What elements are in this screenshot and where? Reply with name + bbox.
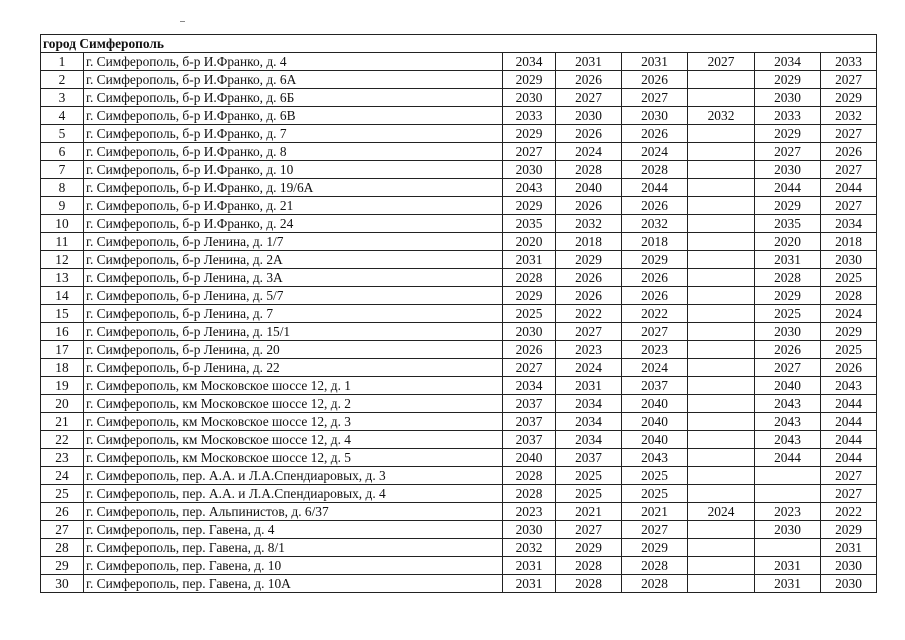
year-cell: 2025 bbox=[755, 305, 821, 323]
year-cell: 2031 bbox=[503, 251, 556, 269]
table-row bbox=[41, 341, 877, 359]
row-number: 6 bbox=[41, 143, 84, 161]
year-cell: 2030 bbox=[503, 521, 556, 539]
row-number: 3 bbox=[41, 89, 84, 107]
year-cell: 2026 bbox=[556, 269, 622, 287]
year-cell: 2026 bbox=[755, 341, 821, 359]
year-cell: 2027 bbox=[755, 359, 821, 377]
year-cell bbox=[688, 305, 755, 323]
year-cell: 2026 bbox=[821, 359, 877, 377]
row-number: 17 bbox=[41, 341, 84, 359]
year-cell: 2029 bbox=[821, 89, 877, 107]
year-cell: 2035 bbox=[503, 215, 556, 233]
year-cell: 2032 bbox=[503, 539, 556, 557]
year-cell: 2029 bbox=[556, 539, 622, 557]
year-cell: 2027 bbox=[821, 71, 877, 89]
year-cell: 2044 bbox=[821, 179, 877, 197]
year-cell: 2033 bbox=[821, 53, 877, 71]
address-cell: г. Симферополь, б-р Ленина, д. 3А bbox=[84, 269, 503, 287]
year-cell: 2025 bbox=[821, 269, 877, 287]
address-cell: г. Симферополь, пер. Альпинистов, д. 6/37 bbox=[84, 503, 503, 521]
table-row bbox=[41, 71, 877, 89]
address-cell: г. Симферополь, б-р И.Франко, д. 21 bbox=[84, 197, 503, 215]
year-cell: 2035 bbox=[755, 215, 821, 233]
year-cell: 2022 bbox=[556, 305, 622, 323]
year-cell: 2040 bbox=[622, 413, 688, 431]
year-cell bbox=[688, 341, 755, 359]
year-cell: 2027 bbox=[622, 323, 688, 341]
row-number: 21 bbox=[41, 413, 84, 431]
address-cell: г. Симферополь, б-р Ленина, д. 2А bbox=[84, 251, 503, 269]
address-cell: г. Симферополь, пер. Гавена, д. 8/1 bbox=[84, 539, 503, 557]
year-cell: 2040 bbox=[755, 377, 821, 395]
row-number: 14 bbox=[41, 287, 84, 305]
year-cell: 2030 bbox=[821, 557, 877, 575]
year-cell: 2024 bbox=[556, 359, 622, 377]
table-body bbox=[41, 35, 877, 593]
table-row bbox=[41, 143, 877, 161]
year-cell: 2030 bbox=[556, 107, 622, 125]
year-cell: 2022 bbox=[821, 503, 877, 521]
year-cell: 2026 bbox=[821, 143, 877, 161]
address-cell: г. Симферополь, б-р И.Франко, д. 8 bbox=[84, 143, 503, 161]
year-cell bbox=[688, 377, 755, 395]
year-cell: 2027 bbox=[503, 359, 556, 377]
table-row bbox=[41, 521, 877, 539]
year-cell: 2027 bbox=[821, 467, 877, 485]
year-cell: 2030 bbox=[503, 323, 556, 341]
year-cell: 2043 bbox=[622, 449, 688, 467]
address-cell: г. Симферополь, пер. Гавена, д. 10А bbox=[84, 575, 503, 593]
year-cell: 2037 bbox=[556, 449, 622, 467]
table-row bbox=[41, 269, 877, 287]
year-cell: 2027 bbox=[688, 53, 755, 71]
year-cell: 2034 bbox=[821, 215, 877, 233]
year-cell: 2033 bbox=[755, 107, 821, 125]
year-cell: 2029 bbox=[503, 287, 556, 305]
year-cell: 2028 bbox=[622, 575, 688, 593]
year-cell: 2043 bbox=[755, 395, 821, 413]
year-cell: 2043 bbox=[755, 413, 821, 431]
year-cell: 2029 bbox=[755, 125, 821, 143]
year-cell: 2030 bbox=[821, 251, 877, 269]
year-cell: 2027 bbox=[821, 197, 877, 215]
year-cell: 2032 bbox=[556, 215, 622, 233]
year-cell: 2032 bbox=[688, 107, 755, 125]
address-cell: г. Симферополь, пер. Гавена, д. 4 bbox=[84, 521, 503, 539]
year-cell: 2031 bbox=[622, 53, 688, 71]
address-cell: г. Симферополь, пер. А.А. и Л.А.Спендиаровых, д. 3 bbox=[84, 467, 503, 485]
year-cell: 2024 bbox=[821, 305, 877, 323]
address-cell: г. Симферополь, км Московское шоссе 12, д. 2 bbox=[84, 395, 503, 413]
year-cell: 2030 bbox=[821, 575, 877, 593]
address-cell: г. Симферополь, б-р И.Франко, д. 10 bbox=[84, 161, 503, 179]
year-cell bbox=[688, 125, 755, 143]
address-cell: г. Симферополь, б-р И.Франко, д. 24 bbox=[84, 215, 503, 233]
year-cell: 2028 bbox=[556, 557, 622, 575]
table-row bbox=[41, 377, 877, 395]
address-cell: г. Симферополь, пер. А.А. и Л.А.Спендиаровых, д. 4 bbox=[84, 485, 503, 503]
year-cell: 2037 bbox=[622, 377, 688, 395]
year-cell: 2027 bbox=[503, 143, 556, 161]
address-cell: г. Симферополь, б-р И.Франко, д. 19/6А bbox=[84, 179, 503, 197]
row-number: 11 bbox=[41, 233, 84, 251]
row-number: 25 bbox=[41, 485, 84, 503]
row-number: 30 bbox=[41, 575, 84, 593]
year-cell: 2034 bbox=[556, 431, 622, 449]
scan-speck bbox=[180, 21, 185, 22]
table-row bbox=[41, 449, 877, 467]
row-number: 27 bbox=[41, 521, 84, 539]
year-cell: 2037 bbox=[503, 413, 556, 431]
year-cell: 2027 bbox=[556, 323, 622, 341]
table-row bbox=[41, 575, 877, 593]
year-cell: 2033 bbox=[503, 107, 556, 125]
year-cell: 2027 bbox=[755, 143, 821, 161]
year-cell: 2026 bbox=[622, 287, 688, 305]
year-cell: 2029 bbox=[821, 521, 877, 539]
year-cell bbox=[688, 233, 755, 251]
address-cell: г. Симферополь, б-р И.Франко, д. 7 bbox=[84, 125, 503, 143]
table-row bbox=[41, 395, 877, 413]
year-cell: 2030 bbox=[503, 161, 556, 179]
year-cell: 2018 bbox=[556, 233, 622, 251]
year-cell bbox=[688, 557, 755, 575]
year-cell bbox=[688, 539, 755, 557]
year-cell: 2034 bbox=[556, 395, 622, 413]
year-cell: 2043 bbox=[755, 431, 821, 449]
row-number: 22 bbox=[41, 431, 84, 449]
row-number: 9 bbox=[41, 197, 84, 215]
address-cell: г. Симферополь, б-р И.Франко, д. 6В bbox=[84, 107, 503, 125]
table-row bbox=[41, 233, 877, 251]
year-cell: 2030 bbox=[622, 107, 688, 125]
year-cell: 2026 bbox=[503, 341, 556, 359]
year-cell: 2026 bbox=[622, 125, 688, 143]
year-cell bbox=[688, 359, 755, 377]
year-cell: 2034 bbox=[503, 377, 556, 395]
year-cell: 2044 bbox=[755, 449, 821, 467]
address-cell: г. Симферополь, б-р Ленина, д. 15/1 bbox=[84, 323, 503, 341]
year-cell bbox=[688, 143, 755, 161]
year-cell: 2022 bbox=[622, 305, 688, 323]
address-cell: г. Симферополь, б-р Ленина, д. 22 bbox=[84, 359, 503, 377]
year-cell: 2027 bbox=[821, 485, 877, 503]
row-number: 8 bbox=[41, 179, 84, 197]
year-cell: 2027 bbox=[622, 521, 688, 539]
year-cell: 2044 bbox=[755, 179, 821, 197]
year-cell: 2021 bbox=[622, 503, 688, 521]
year-cell: 2023 bbox=[503, 503, 556, 521]
year-cell: 2031 bbox=[755, 557, 821, 575]
year-cell bbox=[688, 413, 755, 431]
year-cell bbox=[755, 539, 821, 557]
table-row bbox=[41, 503, 877, 521]
year-cell bbox=[688, 449, 755, 467]
table-row bbox=[41, 323, 877, 341]
year-cell: 2031 bbox=[556, 377, 622, 395]
year-cell bbox=[755, 485, 821, 503]
year-cell: 2029 bbox=[622, 539, 688, 557]
year-cell: 2034 bbox=[503, 53, 556, 71]
table-row bbox=[41, 467, 877, 485]
year-cell: 2040 bbox=[503, 449, 556, 467]
row-number: 28 bbox=[41, 539, 84, 557]
year-cell bbox=[755, 467, 821, 485]
year-cell: 2028 bbox=[503, 269, 556, 287]
year-cell: 2029 bbox=[622, 251, 688, 269]
row-number: 12 bbox=[41, 251, 84, 269]
address-cell: г. Симферополь, б-р Ленина, д. 7 bbox=[84, 305, 503, 323]
year-cell bbox=[688, 395, 755, 413]
year-cell: 2029 bbox=[556, 251, 622, 269]
year-cell: 2029 bbox=[821, 323, 877, 341]
table-row bbox=[41, 359, 877, 377]
year-cell: 2044 bbox=[821, 431, 877, 449]
year-cell: 2028 bbox=[755, 269, 821, 287]
year-cell bbox=[688, 431, 755, 449]
year-cell: 2043 bbox=[821, 377, 877, 395]
year-cell: 2031 bbox=[821, 539, 877, 557]
year-cell: 2027 bbox=[821, 125, 877, 143]
table-row bbox=[41, 251, 877, 269]
row-number: 1 bbox=[41, 53, 84, 71]
year-cell: 2025 bbox=[821, 341, 877, 359]
row-number: 16 bbox=[41, 323, 84, 341]
year-cell: 2026 bbox=[556, 125, 622, 143]
year-cell: 2029 bbox=[755, 197, 821, 215]
document-sheet bbox=[40, 34, 876, 593]
row-number: 10 bbox=[41, 215, 84, 233]
year-cell: 2027 bbox=[622, 89, 688, 107]
year-cell bbox=[688, 485, 755, 503]
address-cell: г. Симферополь, б-р Ленина, д. 1/7 bbox=[84, 233, 503, 251]
year-cell: 2032 bbox=[622, 215, 688, 233]
year-cell: 2028 bbox=[821, 287, 877, 305]
year-cell: 2034 bbox=[556, 413, 622, 431]
year-cell bbox=[688, 251, 755, 269]
year-cell: 2025 bbox=[503, 305, 556, 323]
row-number: 29 bbox=[41, 557, 84, 575]
year-cell: 2040 bbox=[622, 431, 688, 449]
year-cell: 2026 bbox=[622, 269, 688, 287]
table-row bbox=[41, 215, 877, 233]
year-cell: 2029 bbox=[755, 71, 821, 89]
year-cell bbox=[688, 323, 755, 341]
address-cell: г. Симферополь, б-р Ленина, д. 20 bbox=[84, 341, 503, 359]
year-cell: 2018 bbox=[821, 233, 877, 251]
year-cell: 2026 bbox=[622, 71, 688, 89]
year-cell: 2026 bbox=[556, 287, 622, 305]
address-cell: г. Симферополь, б-р Ленина, д. 5/7 bbox=[84, 287, 503, 305]
year-cell: 2040 bbox=[622, 395, 688, 413]
year-cell: 2024 bbox=[556, 143, 622, 161]
year-cell: 2020 bbox=[503, 233, 556, 251]
table-row bbox=[41, 305, 877, 323]
address-cell: г. Симферополь, км Московское шоссе 12, д. 3 bbox=[84, 413, 503, 431]
table-row bbox=[41, 53, 877, 71]
year-cell bbox=[688, 467, 755, 485]
year-cell: 2031 bbox=[755, 575, 821, 593]
year-cell: 2044 bbox=[622, 179, 688, 197]
year-cell: 2023 bbox=[755, 503, 821, 521]
table-row bbox=[41, 125, 877, 143]
year-cell bbox=[688, 197, 755, 215]
year-cell: 2032 bbox=[821, 107, 877, 125]
year-cell: 2020 bbox=[755, 233, 821, 251]
address-cell: г. Симферополь, б-р И.Франко, д. 6Б bbox=[84, 89, 503, 107]
table-row bbox=[41, 107, 877, 125]
address-cell: г. Симферополь, км Московское шоссе 12, д. 4 bbox=[84, 431, 503, 449]
table-row bbox=[41, 539, 877, 557]
table-row bbox=[41, 197, 877, 215]
row-number: 7 bbox=[41, 161, 84, 179]
year-cell: 2025 bbox=[556, 485, 622, 503]
row-number: 23 bbox=[41, 449, 84, 467]
year-cell: 2029 bbox=[503, 71, 556, 89]
row-number: 26 bbox=[41, 503, 84, 521]
year-cell bbox=[688, 179, 755, 197]
year-cell: 2043 bbox=[503, 179, 556, 197]
year-cell: 2037 bbox=[503, 431, 556, 449]
year-cell: 2028 bbox=[622, 557, 688, 575]
year-cell: 2034 bbox=[755, 53, 821, 71]
year-cell: 2025 bbox=[622, 467, 688, 485]
year-cell: 2028 bbox=[503, 467, 556, 485]
year-cell: 2028 bbox=[503, 485, 556, 503]
row-number: 5 bbox=[41, 125, 84, 143]
year-cell: 2023 bbox=[622, 341, 688, 359]
address-cell: г. Симферополь, пер. Гавена, д. 10 bbox=[84, 557, 503, 575]
year-cell: 2028 bbox=[556, 161, 622, 179]
year-cell: 2031 bbox=[503, 557, 556, 575]
year-cell: 2029 bbox=[503, 197, 556, 215]
year-cell: 2025 bbox=[622, 485, 688, 503]
year-cell bbox=[688, 575, 755, 593]
year-cell: 2021 bbox=[556, 503, 622, 521]
year-cell: 2031 bbox=[556, 53, 622, 71]
year-cell: 2030 bbox=[755, 161, 821, 179]
table-row bbox=[41, 557, 877, 575]
row-number: 2 bbox=[41, 71, 84, 89]
year-cell: 2031 bbox=[755, 251, 821, 269]
year-cell bbox=[688, 521, 755, 539]
table-row bbox=[41, 287, 877, 305]
year-cell: 2024 bbox=[622, 143, 688, 161]
year-cell: 2027 bbox=[556, 89, 622, 107]
housing-schedule-table bbox=[40, 34, 877, 593]
year-cell: 2030 bbox=[755, 323, 821, 341]
year-cell bbox=[688, 71, 755, 89]
table-row bbox=[41, 89, 877, 107]
year-cell: 2028 bbox=[556, 575, 622, 593]
city-header: город Симферополь bbox=[41, 35, 877, 53]
row-number: 4 bbox=[41, 107, 84, 125]
year-cell: 2018 bbox=[622, 233, 688, 251]
year-cell: 2027 bbox=[556, 521, 622, 539]
year-cell: 2044 bbox=[821, 413, 877, 431]
year-cell: 2030 bbox=[755, 521, 821, 539]
row-number: 19 bbox=[41, 377, 84, 395]
year-cell: 2029 bbox=[503, 125, 556, 143]
year-cell: 2031 bbox=[503, 575, 556, 593]
table-row bbox=[41, 485, 877, 503]
year-cell: 2029 bbox=[755, 287, 821, 305]
year-cell: 2024 bbox=[688, 503, 755, 521]
year-cell: 2026 bbox=[556, 71, 622, 89]
table-row bbox=[41, 413, 877, 431]
year-cell: 2028 bbox=[622, 161, 688, 179]
year-cell: 2026 bbox=[622, 197, 688, 215]
year-cell: 2024 bbox=[622, 359, 688, 377]
year-cell: 2027 bbox=[821, 161, 877, 179]
year-cell bbox=[688, 215, 755, 233]
row-number: 18 bbox=[41, 359, 84, 377]
year-cell bbox=[688, 161, 755, 179]
year-cell: 2044 bbox=[821, 395, 877, 413]
table-row bbox=[41, 431, 877, 449]
year-cell: 2030 bbox=[755, 89, 821, 107]
year-cell: 2044 bbox=[821, 449, 877, 467]
year-cell: 2023 bbox=[556, 341, 622, 359]
year-cell: 2040 bbox=[556, 179, 622, 197]
year-cell bbox=[688, 89, 755, 107]
address-cell: г. Симферополь, б-р И.Франко, д. 4 bbox=[84, 53, 503, 71]
row-number: 24 bbox=[41, 467, 84, 485]
year-cell: 2025 bbox=[556, 467, 622, 485]
row-number: 15 bbox=[41, 305, 84, 323]
year-cell: 2030 bbox=[503, 89, 556, 107]
row-number: 20 bbox=[41, 395, 84, 413]
year-cell bbox=[688, 269, 755, 287]
row-number: 13 bbox=[41, 269, 84, 287]
city-header-row bbox=[41, 35, 877, 53]
table-row bbox=[41, 179, 877, 197]
address-cell: г. Симферополь, км Московское шоссе 12, д. 5 bbox=[84, 449, 503, 467]
address-cell: г. Симферополь, км Московское шоссе 12, д. 1 bbox=[84, 377, 503, 395]
table-row bbox=[41, 161, 877, 179]
year-cell bbox=[688, 287, 755, 305]
address-cell: г. Симферополь, б-р И.Франко, д. 6А bbox=[84, 71, 503, 89]
year-cell: 2037 bbox=[503, 395, 556, 413]
year-cell: 2026 bbox=[556, 197, 622, 215]
